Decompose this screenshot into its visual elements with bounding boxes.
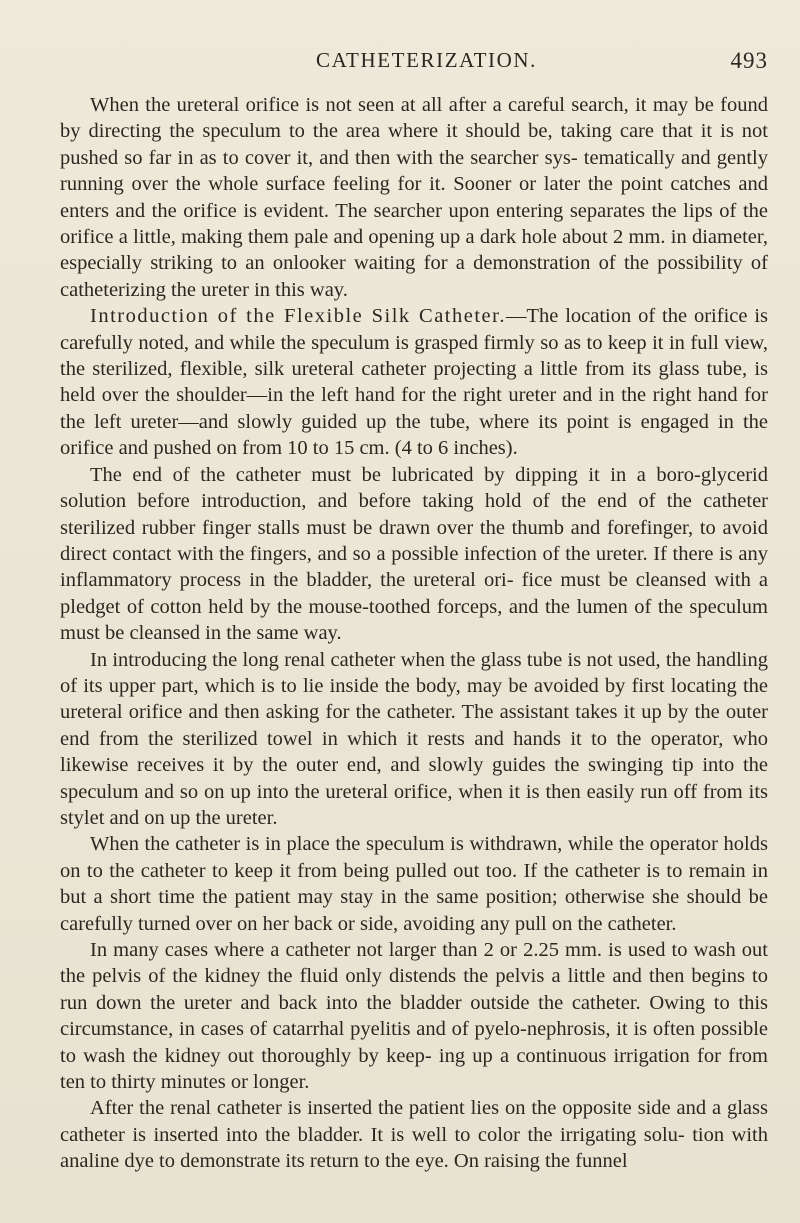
paragraph <box>60 937 768 1095</box>
paragraph <box>60 647 768 832</box>
paragraph <box>60 831 768 937</box>
paragraph <box>60 462 768 647</box>
paragraph-text: The end of the catheter must be lubricated by dipping it in a boro-glycerid solution before introduction, and before taking hold of the end of the catheter sterilized rubber finger stalls must be drawn over the thumb and forefinger, to avoid direct contact with the fingers, and so a possible infection of the ureter. If there is any inflammatory process in the bladder, the ureteral ori- fice must be cleansed with a pledget of cotton held by the mouse-toothed forceps, and the lumen of the speculum must be cleansed in the same way. <box>60 463 768 645</box>
paragraph <box>60 303 768 461</box>
page-header <box>60 48 768 78</box>
paragraph-text: When the catheter is in place the speculum is withdrawn, while the operator holds on to the catheter to keep it from being pulled out too. If the catheter is to remain in but a short time the patient may stay in the same position; otherwise she should be carefully turned over on her back or side, avoiding any pull on the catheter. <box>60 833 768 935</box>
paragraph <box>60 1095 768 1174</box>
body-text <box>60 92 768 1175</box>
paragraph <box>60 92 768 303</box>
paragraph-text: After the renal catheter is inserted the patient lies on the opposite side and a glass catheter is inserted into the bladder. It is well to color the irrigating solu- tion with analine dye to demonstrate its return to the eye. On raising the funnel <box>60 1097 768 1173</box>
page-number: 493 <box>730 48 768 73</box>
paragraph-text: In many cases where a catheter not larger than 2 or 2.25 mm. is used to wash out the pelvis of the kidney the fluid only distends the pelvis a little and then begins to run down the ureter and back into the bladder outside the catheter. Owing to this circumstance, in cases of catarrhal pyelitis and of pyelo-nephrosis, it is often possible to wash the kidney out thoroughly by keep- ing up a continuous irrigation for from ten to thirty minutes or longer. <box>60 939 768 1094</box>
paragraph-text: —The location of the orifice is carefully noted, and while the speculum is grasped firmly so as to keep it in full view, the sterilized, flexible, silk ureteral catheter projecting a little from its glass tube, is held over the shoulder—in the left hand for the right ureter and in the right hand for the left ureter—and slowly guided up the tube, where its point is engaged in the orifice and pushed on from 10 to 15 cm. (4 to 6 inches). <box>60 305 768 460</box>
paragraph-text: In introducing the long renal catheter when the glass tube is not used, the handling of its upper part, which is to lie inside the body, may be avoided by first locating the ureteral orifice and then asking for the catheter. The assistant takes it up by the outer end from the sterilized towel in which it rests and hands it to the operator, who likewise receives it by the outer end, and slowly guides the swinging tip into the speculum and so on up into the ureteral orifice, when it is then easily run off from its stylet and on up the ureter. <box>60 648 768 829</box>
running-head: CATHETERIZATION. <box>316 48 537 72</box>
paragraph-text: When the ureteral orifice is not seen at all after a careful search, it may be found by directing the speculum to the area where it should be, taking care that it is not pushed so far in as to cover it, and then with the searcher sys- tematically and gently running over the whole surface feeling for it. Sooner or later the point catches and enters and the orifice is evident. The searcher upon entering separates the lips of the orifice a little, making them pale and opening up a dark hole about 2 mm. in diameter, especially striking to an onlooker waiting for a demonstration of the possibility of catheterizing the ureter in this way. <box>60 94 768 301</box>
section-heading: Introduction of the Flexible Silk Catheter. <box>90 305 506 328</box>
